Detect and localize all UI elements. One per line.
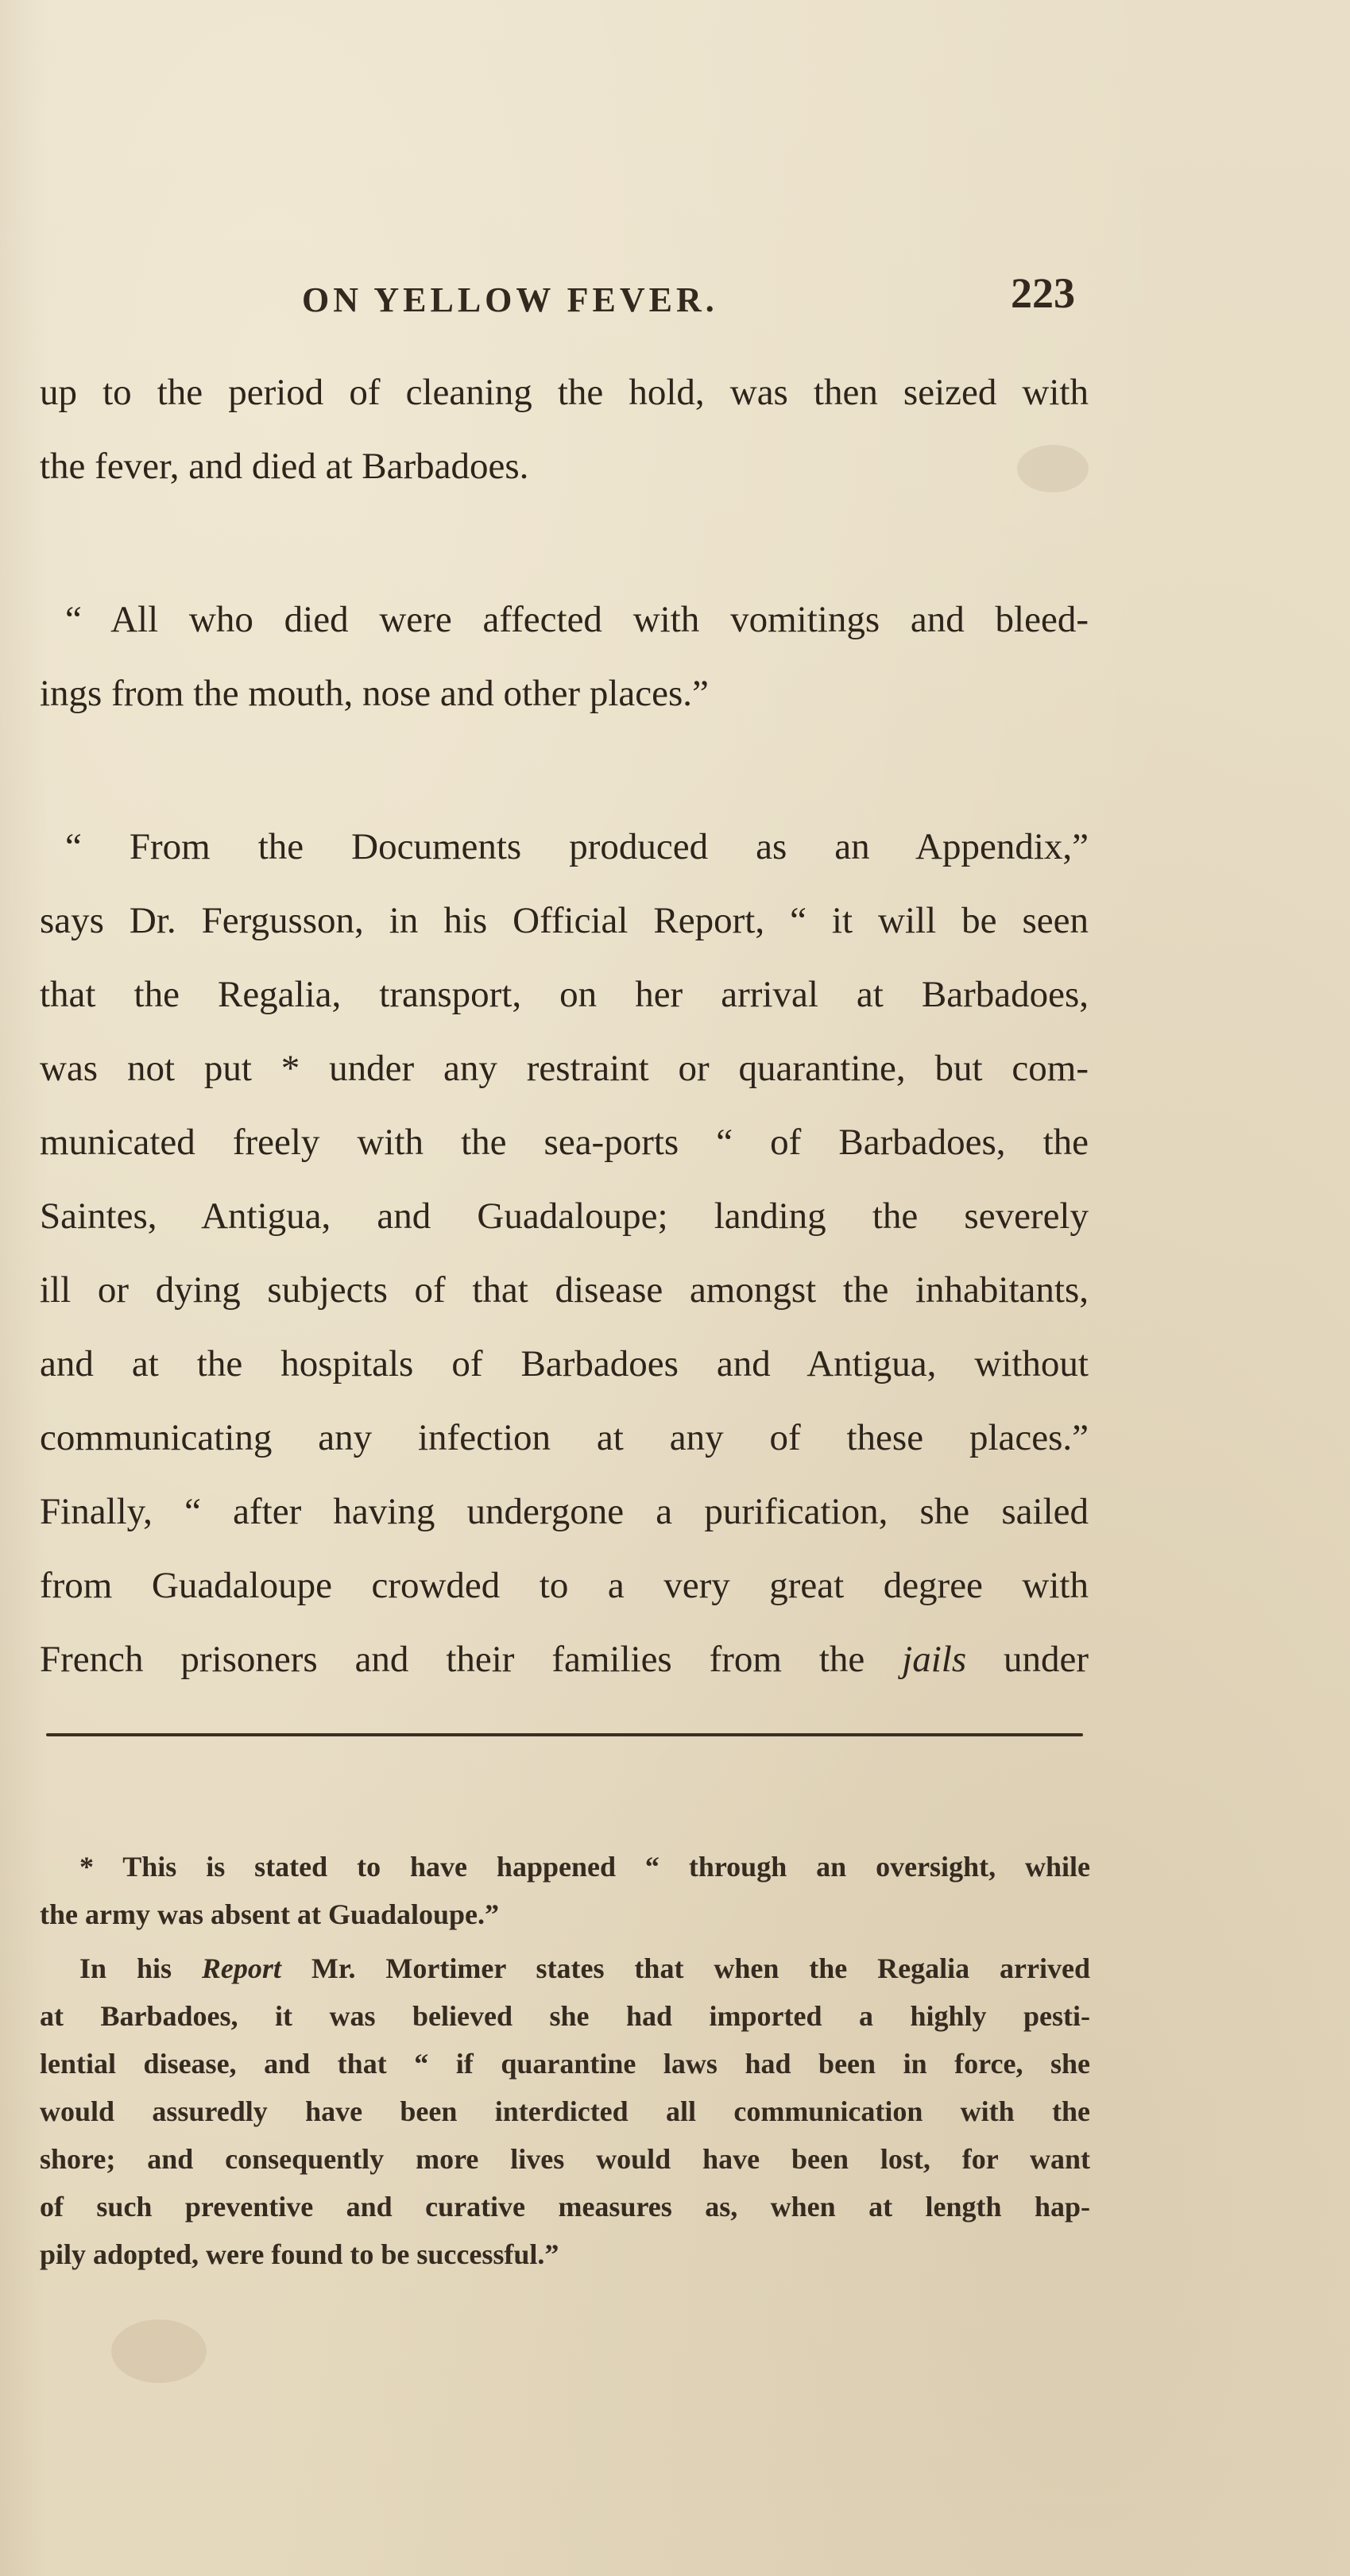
footnotes [40,1843,1090,2278]
text-segment: Mr. Mortimer states that when the Regalia arrived [311,1952,1091,1984]
footnote-line: shore; and consequently more lives would have been lost, for want [40,2143,1090,2175]
text-line: was not put * under any restraint or quarantine, but com- [40,1048,1089,1089]
footnote-line: pily adopted, were found to be successful.” [40,2238,559,2270]
text-line: “ From the Documents produced as an Appendix,” [65,826,1089,867]
text-line: Saintes, Antigua, and Guadaloupe; landing the severely [40,1195,1089,1237]
paper-stain [111,2319,207,2383]
text-line: communicating any infection at any of these places.” [40,1417,1089,1458]
italic-word: jails [902,1639,967,1680]
paragraph [40,810,1089,1697]
text-line: that the Regalia, transport, on her arrival at Barbadoes, [40,974,1089,1015]
text-line: up to the period of cleaning the hold, was then seized with [40,372,1089,413]
body-text [40,356,1089,1697]
text-segment: French prisoners and their families from the [40,1639,865,1680]
text-line: and at the hospitals of Barbadoes and Antigua, without [40,1343,1089,1385]
page-number: 223 [1011,269,1075,317]
footnote [40,1843,1090,1938]
text-line-with-italic [40,1623,1089,1697]
text-line: ings from the mouth, nose and other places.” [40,673,709,714]
footnote-line-with-italic [40,1945,1090,1992]
footnote-line: would assuredly have been interdicted all communication with the [40,2095,1090,2127]
paragraph [40,356,1089,504]
text-line: says Dr. Fergusson, in his Official Report, “ it will be seen [40,900,1089,941]
paragraph [40,583,1089,731]
text-line: from Guadaloupe crowded to a very great degree with [40,1565,1089,1606]
footnote-line: lential disease, and that “ if quarantine laws had been in force, she [40,2048,1090,2080]
text-line: “ All who died were affected with vomitings and bleed- [65,599,1089,640]
text-segment: under [1004,1639,1089,1680]
footnote-line: of such preventive and curative measures as, when at length hap- [40,2191,1090,2223]
text-line: ill or dying subjects of that disease amongst the inhabitants, [40,1269,1089,1311]
text-line: the fever, and died at Barbadoes. [40,446,529,487]
italic-word: Report [201,1952,281,1984]
footnote-rule [46,1733,1083,1736]
footnote-line: * This is stated to have happened “ through an oversight, while [79,1851,1090,1883]
footnote-line: at Barbadoes, it was believed she had imported a highly pesti- [40,2000,1090,2032]
running-title: ON YELLOW FEVER. [302,280,718,319]
footnote [40,1945,1090,2278]
text-line: municated freely with the sea-ports “ of Barbadoes, the [40,1122,1089,1163]
text-line: Finally, “ after having undergone a purification, she sailed [40,1491,1089,1532]
footnote-line: the army was absent at Guadaloupe.” [40,1898,500,1930]
text-segment: In his [79,1952,172,1984]
